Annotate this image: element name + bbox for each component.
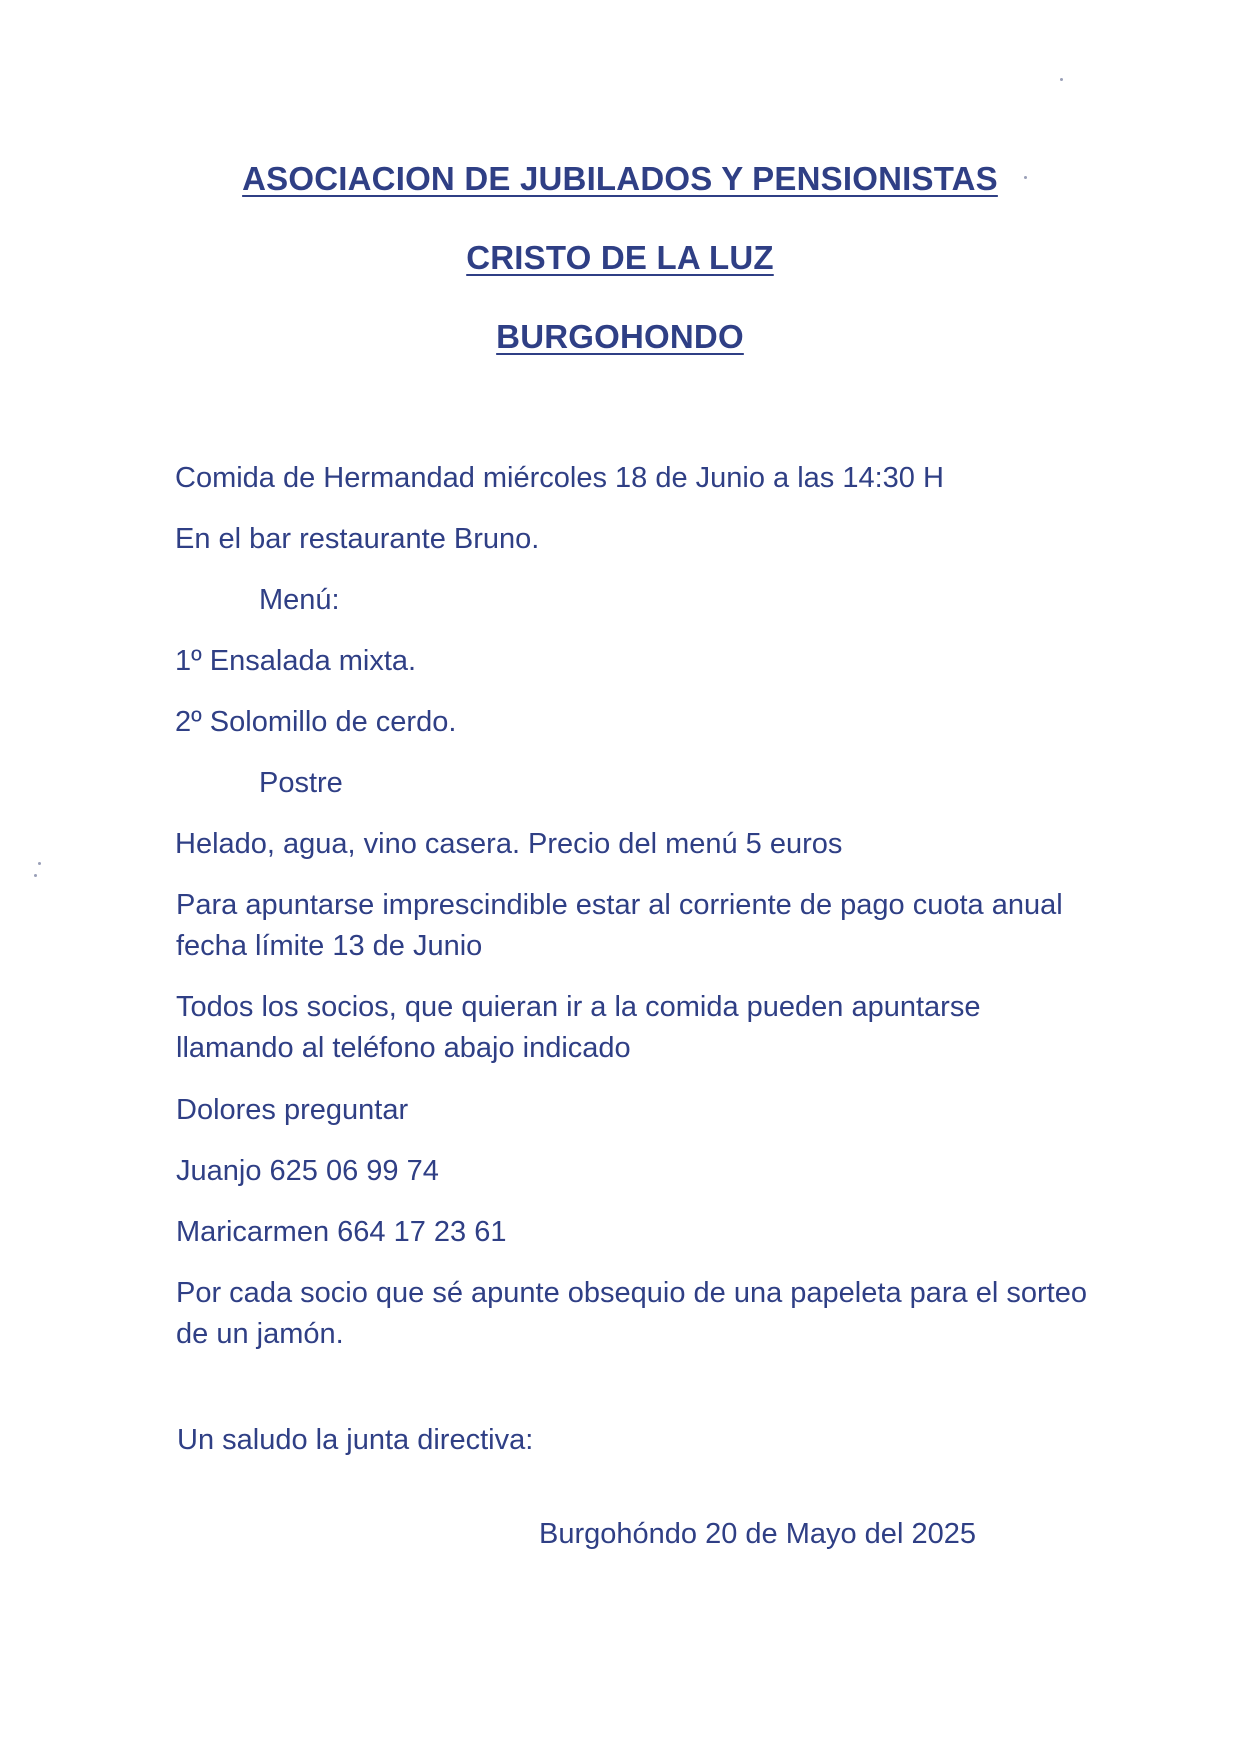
greeting-line: Un saludo la junta directiva: (177, 1424, 534, 1456)
raffle-paragraph: Por cada socio que sé apunte obsequio de una papeleta para el sorteo de un jamón. (176, 1277, 1087, 1350)
scan-speck (34, 874, 37, 877)
scan-speck (1024, 176, 1027, 179)
dessert-heading: Postre (259, 767, 343, 799)
scan-speck (38, 862, 41, 865)
second-course: 2º Solomillo de cerdo. (175, 706, 457, 738)
association-subtitle: CRISTO DE LA LUZ (466, 239, 774, 276)
requirement-paragraph: Para apuntarse imprescindible estar al corriente de pago cuota anual fecha límite 13 de Junio (176, 889, 1063, 962)
scan-speck (1060, 78, 1063, 81)
contact-dolores: Dolores preguntar (176, 1094, 409, 1126)
event-line: Comida de Hermandad miércoles 18 de Junio a las 14:30 H (175, 462, 944, 494)
association-name: ASOCIACION DE JUBILADOS Y PENSIONISTAS (242, 160, 998, 197)
menu-heading: Menú: (259, 584, 340, 616)
place-date-line: Burgohóndo 20 de Mayo del 2025 (539, 1518, 976, 1550)
town-name: BURGOHONDO (496, 318, 744, 355)
venue-line: En el bar restaurante Bruno. (175, 523, 540, 555)
signup-paragraph: Todos los socios, que quieran ir a la comida pueden apuntarse llamando al teléfono abajo indicado (176, 991, 981, 1064)
dessert-price-line: Helado, agua, vino casera. Precio del menú 5 euros (175, 828, 843, 860)
contact-juanjo: Juanjo 625 06 99 74 (176, 1155, 439, 1187)
contact-maricarmen: Maricarmen 664 17 23 61 (176, 1216, 507, 1248)
first-course: 1º Ensalada mixta. (175, 645, 417, 677)
